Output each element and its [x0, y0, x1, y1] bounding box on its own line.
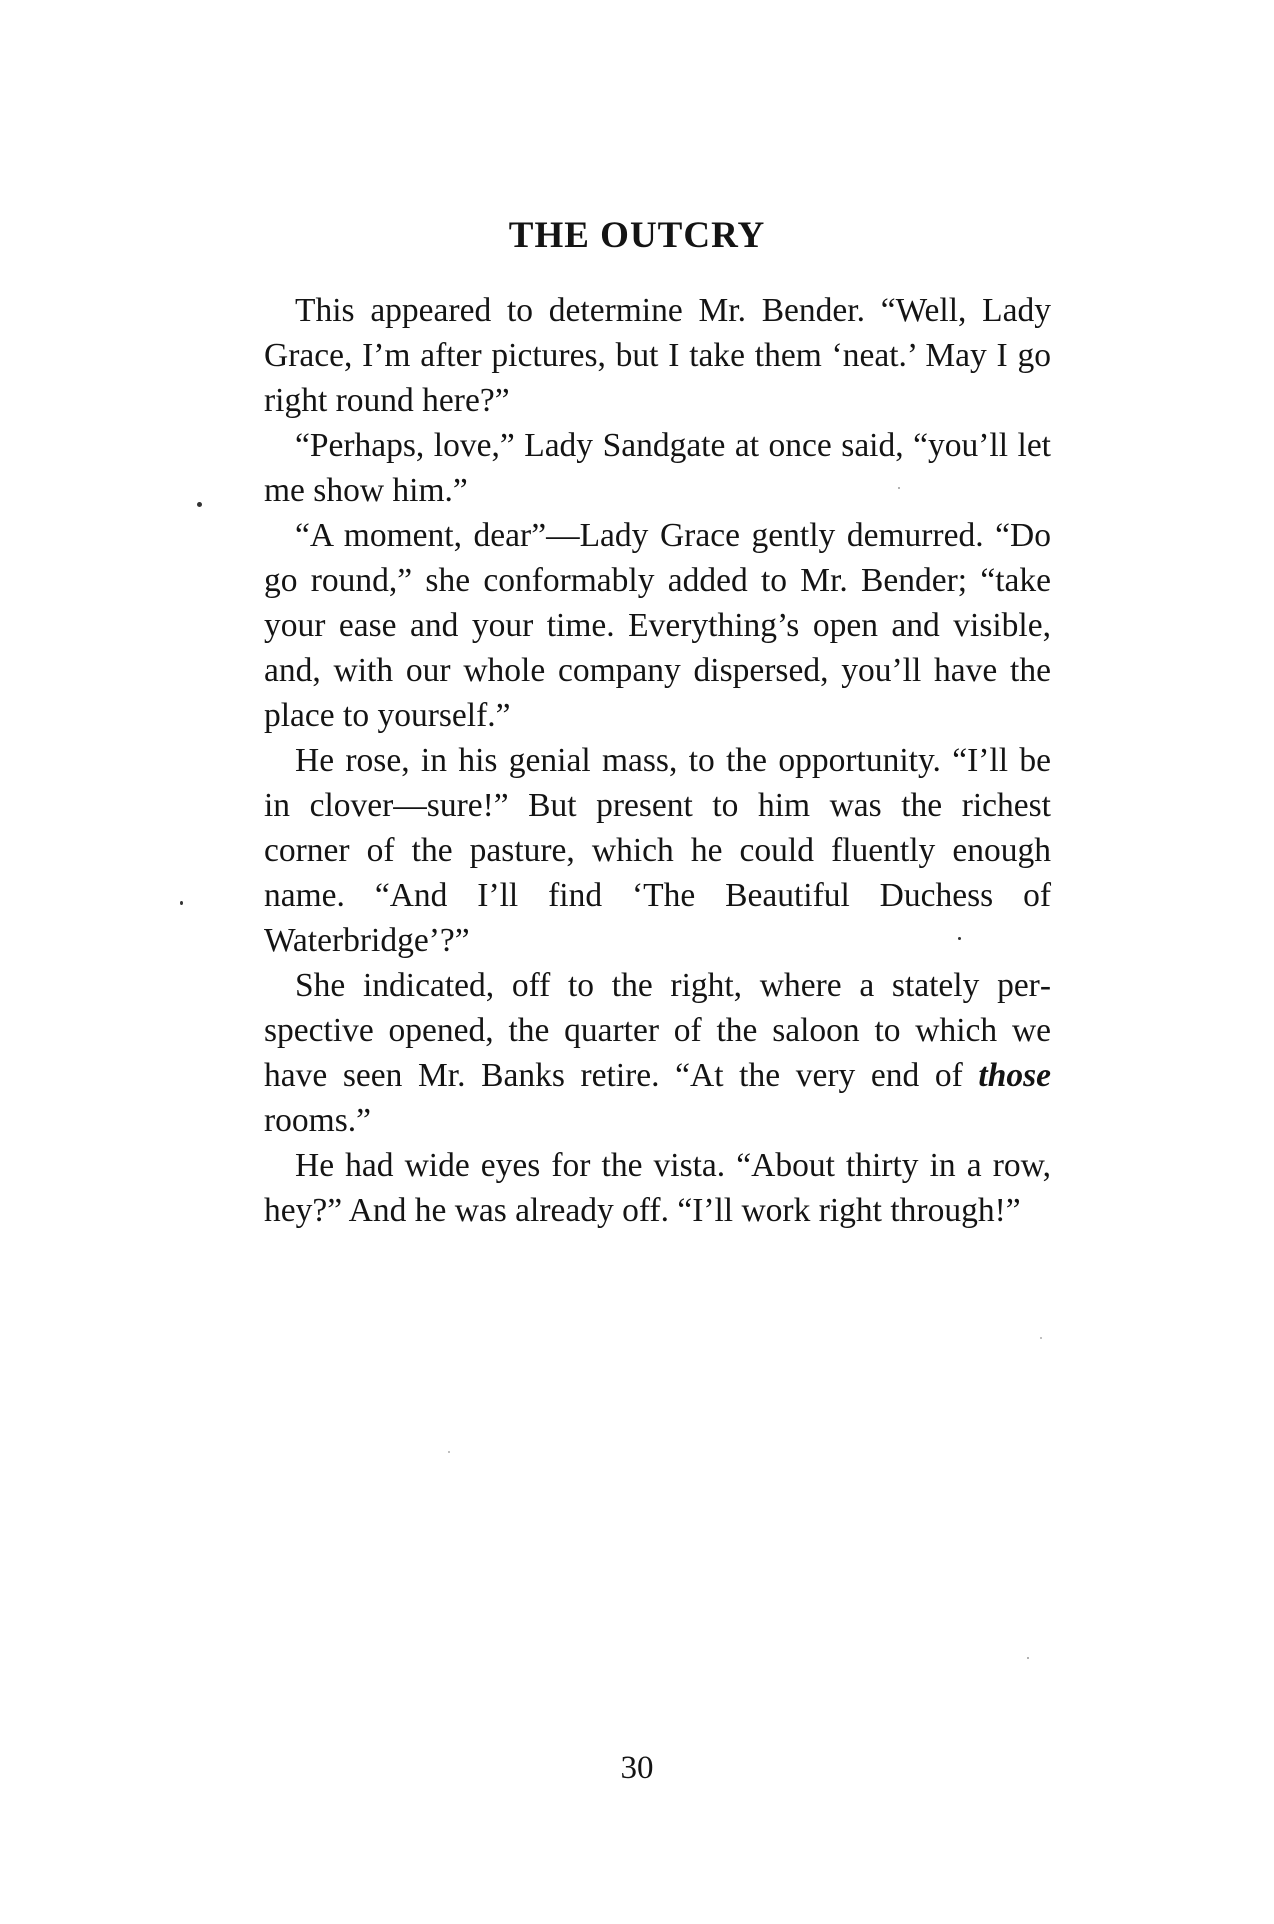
paragraph-5	[264, 963, 1051, 1143]
paragraph-1: This appeared to determine Mr. Bender. “Well, Lady Grace, I’m after pictures, but I take them ‘neat.’ May I go right round here?”	[264, 292, 1051, 419]
running-head: THE OUTCRY	[508, 215, 766, 256]
scan-speck	[180, 901, 183, 905]
page-number: 30	[620, 1750, 654, 1786]
paragraph-5-text-after: rooms.”	[264, 1102, 371, 1139]
scan-speck	[898, 487, 900, 489]
paragraph-4: He rose, in his genial mass, to the opportunity. “I’ll be in clover—sure!” But present to him was the richest corner of the pasture, which he could fluently enough name. “And I’ll find ‘The Beautiful Duchess of Waterbridge’?”	[264, 742, 1051, 959]
scan-speck	[1027, 1657, 1029, 1659]
paragraph-6: He had wide eyes for the vista. “About thirty in a row, hey?” And he was already off. “I’ll work right through!”	[264, 1147, 1051, 1229]
scan-speck	[958, 937, 961, 940]
paragraph-2: “Perhaps, love,” Lady Sandgate at once said, “you’ll let me show him.”	[264, 427, 1051, 509]
scan-speck	[197, 502, 202, 507]
paragraph-5-text-before: She indicated, off to the right, where a stately perspective opened, the quarter of the saloon to which we have seen Mr. Banks retire. “At the very end of	[264, 967, 1051, 1094]
body-text	[264, 288, 1051, 1233]
scan-speck	[448, 1451, 450, 1453]
paragraph-5-emphasis: those	[978, 1057, 1051, 1094]
paragraph-3: “A moment, dear”—Lady Grace gently demurred. “Do go round,” she conformably added to Mr. Bender; “take your ease and your time. Everything’s open and visible, and, with our whole company dispersed, you’ll have the place to yourself.”	[264, 517, 1051, 734]
scan-speck	[1040, 1337, 1042, 1339]
